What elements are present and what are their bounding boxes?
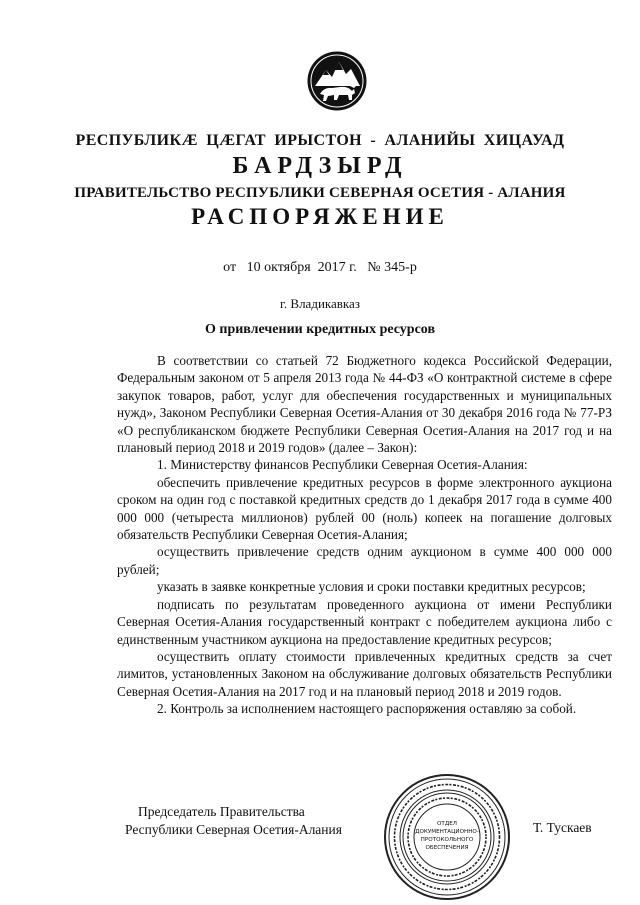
paragraph-subitem: подписать по результатам проведенного аукциона от имени Республики Северная Осетия-Алания государственный контракт с победителем аукциона либо с единственным участником аукциона на предоставление кредитных ресурсов; [117, 596, 612, 647]
header-russian-title: РАСПОРЯЖЕНИЕ [191, 204, 449, 229]
signatory-position [125, 803, 342, 839]
paragraph-subitem: обеспечить привлечение кредитных ресурсов в форме электронного аукциона сроком на один год с поставкой кредитных средств до 1 декабря 2017 года в сумме 400 000 000 (четыреста миллионов) рублей 00 (ноль) копеек на погашение долговых обязательств Республики Северная Осетия-Алания; [117, 474, 612, 543]
stamp-text-line: ДОКУМЕНТАЦИОННО- [415, 829, 479, 835]
document-city: г. Владикавказ [280, 296, 360, 311]
stamp-text-line: ОТДЕЛ [437, 821, 457, 827]
signatory-name: Т. Тускаев [533, 820, 592, 835]
paragraph-subitem: осуществить привлечение средств одним аукционом в сумме 400 000 000 рублей; [117, 544, 612, 577]
document-date-number: от 10 октября 2017 г. № 345-р [223, 260, 417, 275]
header-ossetian-line: РЕСПУБЛИКӔ ЦӔГАТ ИРЫСТОН - АЛАНИЙЫ ХИЦАУАД [75, 132, 565, 149]
stamp-text-line: ПРОТОКОЛЬНОГО [420, 837, 474, 843]
header-ossetian-title: БАРДЗЫРД [232, 153, 408, 179]
signatory-position-line: Председатель Правительства [138, 804, 305, 819]
document-body [117, 352, 612, 718]
official-stamp [380, 772, 514, 902]
coat-of-arms-emblem [306, 50, 368, 112]
stamp-text-line: ОБЕСПЕЧЕНИЯ [425, 845, 469, 851]
paragraph-item-1: 1. Министерству финансов Республики Северная Осетия-Алания: [157, 457, 528, 473]
paragraph-preamble: В соответствии со статьей 72 Бюджетного кодекса Российской Федерации, Федеральным законом от 5 апреля 2013 года № 44-ФЗ «О контрактной системе в сфере закупок товаров, работ, услуг для обеспечения государственных и муниципальных нужд», Законом Республики Северная Осетия-Алания от 30 декабря 2016 года № 77-РЗ «О республиканском бюджете Республики Северная Осетия-Алания на 2017 год и на плановый период 2018 и 2019 годов» (далее – Закон): [117, 353, 612, 456]
document-title: О привлечении кредитных ресурсов [204, 322, 436, 337]
signatory-position-line: Республики Северная Осетия-Алания [125, 822, 342, 837]
paragraph-subitem: указать в заявке конкретные условия и сроки поставки кредитных ресурсов; [157, 579, 586, 595]
paragraph-subitem: осуществить оплату стоимости привлеченных кредитных средств за счет лимитов, установленных Законом на обслуживание долговых обязательств Республики Северная Осетия-Алания на 2017 год и на плановый период 2018 и 2019 годов. [117, 648, 612, 699]
header-russian-line: ПРАВИТЕЛЬСТВО РЕСПУБЛИКИ СЕВЕРНАЯ ОСЕТИЯ - АЛАНИЯ [74, 185, 566, 201]
paragraph-item-2: 2. Контроль за исполнением настоящего распоряжения оставляю за собой. [157, 701, 577, 717]
